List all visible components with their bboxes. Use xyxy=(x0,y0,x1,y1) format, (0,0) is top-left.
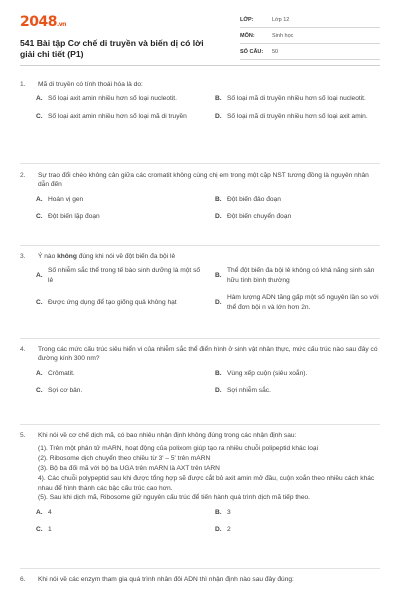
option-text: Số loại mã di truyền nhiều hơn số loại nucleotit. xyxy=(227,95,366,103)
option-d[interactable] xyxy=(215,293,380,312)
option-text: Thể đột biến đa bội lẻ không có khả năng sinh sản hữu tính bình thường xyxy=(227,267,375,284)
option-c[interactable] xyxy=(36,525,201,534)
option-a[interactable] xyxy=(36,508,201,517)
option-b[interactable] xyxy=(215,94,380,103)
option-text: Số loại mã di truyền nhiều hơn số loại axit amin. xyxy=(227,112,368,120)
meta-box xyxy=(240,12,380,60)
option-c[interactable] xyxy=(36,386,201,395)
header-left xyxy=(20,10,220,60)
question-stem: Trong các mức cấu trúc siêu hiển vi của nhiễm sắc thể điển hình ở sinh vật nhân thực, mức cấu trúc nào sau đây có đường kính 300 nm? xyxy=(38,346,378,363)
option-letter: B. xyxy=(215,195,222,203)
option-d[interactable] xyxy=(215,525,380,534)
meta-row-class xyxy=(240,12,380,28)
option-text: Crômatit. xyxy=(48,369,75,377)
option-text: Vùng xếp cuộn (siêu xoắn). xyxy=(227,369,308,377)
options xyxy=(36,369,380,396)
option-b[interactable] xyxy=(215,508,380,517)
option-text: 3 xyxy=(227,508,231,516)
option-letter: A. xyxy=(36,95,43,103)
statement-item: (5). Sau khi dịch mã, Ribosome giữ nguyên cấu trúc để tiến hành quá trình dịch mã tiếp theo. xyxy=(38,494,310,502)
question-stem xyxy=(38,252,380,261)
option-text: Đột biến đảo đoạn xyxy=(227,195,281,203)
option-a[interactable] xyxy=(36,369,201,378)
option-c[interactable] xyxy=(36,212,201,221)
statement-item: (3). Bộ ba đối mã với bộ ba UGA trên mARN là AXT trên tARN xyxy=(38,465,220,473)
option-letter: D. xyxy=(215,298,222,306)
question-number: 3. xyxy=(20,253,26,260)
option-letter: A. xyxy=(36,272,43,280)
question-6 xyxy=(20,575,380,584)
brand-suffix: .vn xyxy=(56,21,66,28)
stem-post: đúng khi nói về đột biến đa bội lẻ xyxy=(76,253,176,260)
option-letter: B. xyxy=(215,508,222,516)
option-a[interactable] xyxy=(36,266,201,285)
meta-key: SỐ CÂU: xyxy=(240,48,264,55)
option-text: 1 xyxy=(48,526,52,534)
option-text: Sợi cơ bản. xyxy=(48,387,83,395)
option-letter: C. xyxy=(36,526,43,534)
statement-item: 4). Các chuỗi polypeptid sau khi được tổng hợp sẽ được cắt bỏ axit amin mở đầu, cuộn xoắn theo nhiều cách khác nhau để hình thành các bậc cấu trúc cao hơn. xyxy=(38,475,375,492)
question-stem: Khi nói về cơ chế dịch mã, có bao nhiêu nhận định không đúng trong các nhận định sau: xyxy=(38,432,297,439)
meta-row-count xyxy=(240,44,380,60)
option-letter: C. xyxy=(36,112,43,120)
option-text: Hoán vị gen xyxy=(48,195,84,203)
option-text: Số loại axit amin nhiều hơn số loại mã di truyền xyxy=(48,112,187,120)
options xyxy=(36,508,380,535)
option-text: Hàm lượng ADN tăng gấp một số nguyên lần so với thể đơn bội n và lớn hơn 2n. xyxy=(227,294,379,311)
option-text: 2 xyxy=(227,526,231,534)
option-a[interactable] xyxy=(36,94,201,103)
option-c[interactable] xyxy=(36,112,201,121)
stem-pre: Ý nào xyxy=(38,253,58,260)
option-text: Được ứng dụng để tạo giống quả không hạt xyxy=(48,298,177,306)
option-text: Sợi nhiễm sắc. xyxy=(227,387,271,395)
question-number: 2. xyxy=(20,172,26,179)
option-c[interactable] xyxy=(36,293,201,312)
question-1 xyxy=(20,80,380,121)
option-b[interactable] xyxy=(215,195,380,204)
question-number: 5. xyxy=(20,432,26,439)
statement-list xyxy=(38,444,380,502)
question-number: 6. xyxy=(20,576,26,583)
meta-row-subject xyxy=(240,28,380,44)
meta-key: LỚP: xyxy=(240,16,254,23)
question-stem: Mã di truyền có tính thoái hóa là do: xyxy=(38,81,143,88)
option-a[interactable] xyxy=(36,195,201,204)
stem-keyword: không xyxy=(57,253,77,260)
meta-value: Sinh học xyxy=(272,32,294,39)
statement-item: (2). Ribosome dịch chuyển theo chiều từ 3' – 5' trên mARN xyxy=(38,455,211,463)
option-d[interactable] xyxy=(215,386,380,395)
options xyxy=(36,195,380,222)
option-letter: A. xyxy=(36,195,43,203)
question-stem: Sự trao đổi chéo không cân giữa các cromatit không cùng chị em trong một cặp NST tương đồng là nguyên nhân dẫn đến xyxy=(38,172,369,189)
option-text: Số nhiễm sắc thể trong tế bào sinh dưỡng là một số lẻ xyxy=(48,267,201,284)
question-number: 4. xyxy=(20,346,26,353)
option-text: Số loại axit amin nhiều hơn số loại nucleotit. xyxy=(48,95,177,103)
option-letter: A. xyxy=(36,369,43,377)
question-5 xyxy=(20,431,380,535)
brand-logo[interactable] xyxy=(20,14,220,30)
doc-title: 541 Bài tập Cơ chế di truyền và biến dị có lời giải chi tiết (P1) xyxy=(20,38,204,59)
question-2 xyxy=(20,171,380,222)
question-divider xyxy=(20,568,380,569)
header xyxy=(20,10,380,60)
option-letter: B. xyxy=(215,272,222,280)
option-letter: D. xyxy=(215,526,222,534)
meta-value: 50 xyxy=(272,48,279,55)
question-4 xyxy=(20,345,380,396)
options xyxy=(36,266,380,312)
header-divider xyxy=(20,65,380,66)
option-text: 4 xyxy=(48,508,52,516)
option-letter: C. xyxy=(36,298,43,306)
option-letter: C. xyxy=(36,387,43,395)
question-divider xyxy=(20,163,380,164)
question-number: 1. xyxy=(20,81,26,88)
option-letter: D. xyxy=(215,213,222,221)
option-letter: D. xyxy=(215,387,222,395)
question-3 xyxy=(20,252,380,312)
option-b[interactable] xyxy=(215,266,380,285)
question-divider xyxy=(20,424,380,425)
question-stem: Khi nói về các enzym tham gia quá trình nhân đôi ADN thì nhận định nào sau đây đúng: xyxy=(38,576,294,583)
option-letter: C. xyxy=(36,213,43,221)
brand-main: 2048 xyxy=(20,14,57,30)
options xyxy=(36,94,380,121)
option-d[interactable] xyxy=(215,112,380,121)
option-d[interactable] xyxy=(215,212,380,221)
option-letter: D. xyxy=(215,112,222,120)
option-text: Đột biến lặp đoạn xyxy=(48,213,100,221)
statement-item: (1). Trên một phân tử mARN, hoạt động của polixom giúp tạo ra nhiều chuỗi polipeptid khác loại xyxy=(38,445,319,453)
question-divider xyxy=(20,338,380,339)
option-text: Đột biến chuyển đoạn xyxy=(227,213,292,221)
option-letter: B. xyxy=(215,95,222,103)
option-b[interactable] xyxy=(215,369,380,378)
question-divider xyxy=(20,245,380,246)
meta-key: MÔN: xyxy=(240,32,255,39)
option-letter: B. xyxy=(215,369,222,377)
meta-value: Lớp 12 xyxy=(272,16,290,23)
option-letter: A. xyxy=(36,508,43,516)
